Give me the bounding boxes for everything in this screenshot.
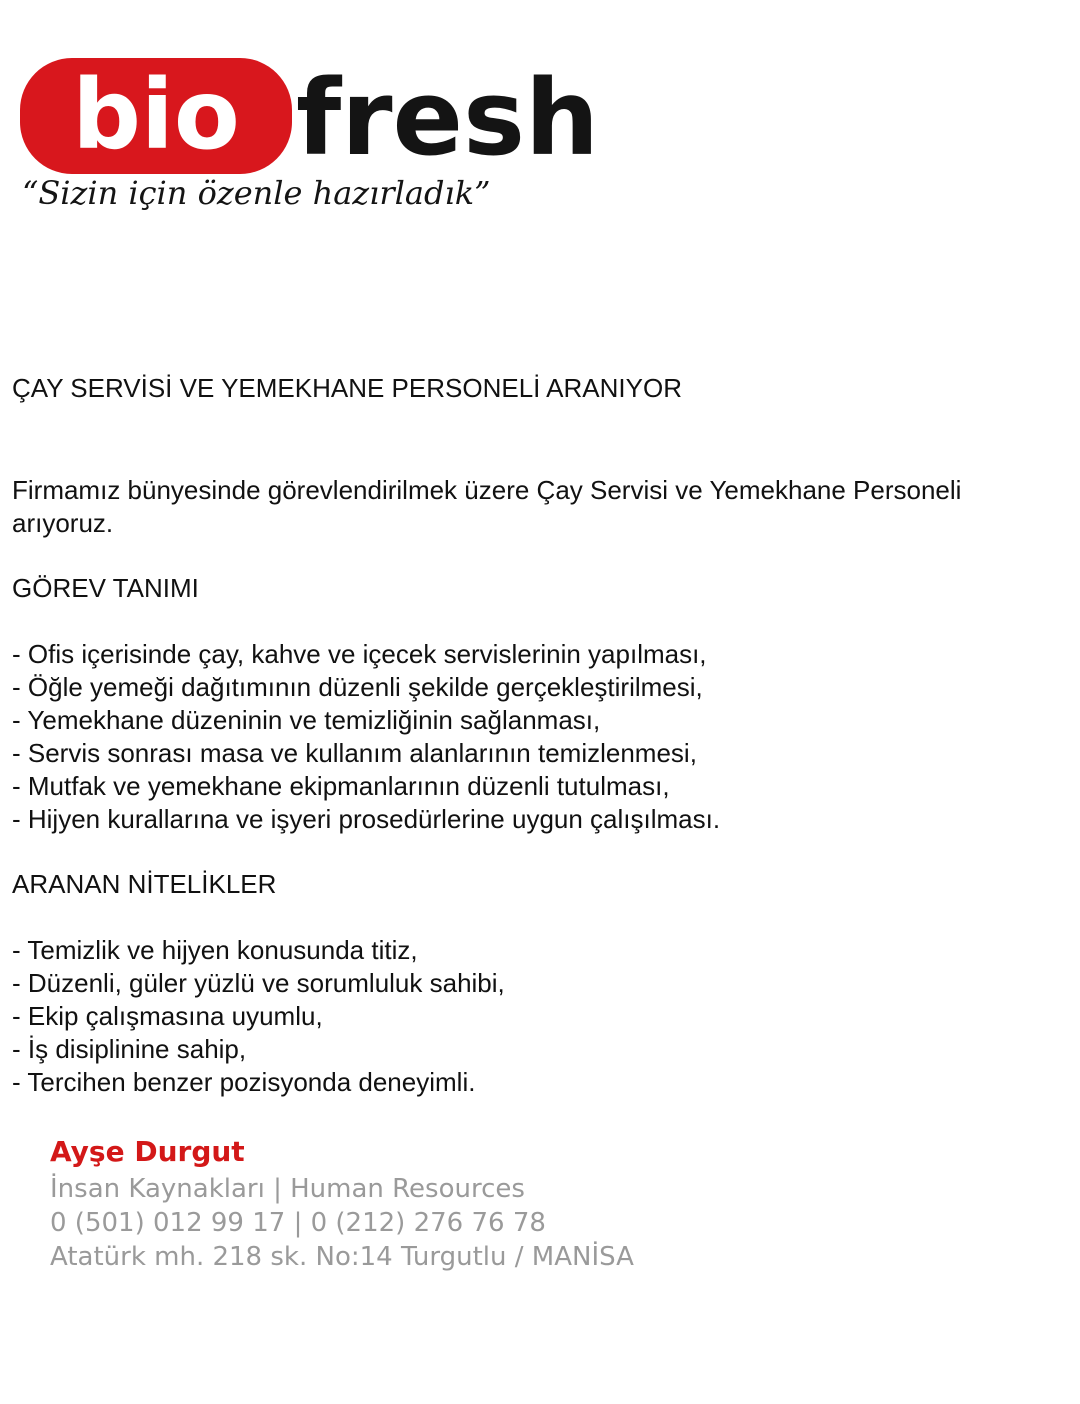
list-item: - Düzenli, güler yüzlü ve sorumluluk sahibi, bbox=[12, 968, 505, 998]
biofresh-logo-graphic bbox=[18, 50, 678, 230]
intro-paragraph: Firmamız bünyesinde görevlendirilmek üzere Çay Servisi ve Yemekhane Personeli arıyoruz. bbox=[12, 475, 962, 538]
list-item: - İş disiplinine sahip, bbox=[12, 1034, 247, 1064]
qualifications-heading: ARANAN NİTELİKLER bbox=[12, 869, 277, 899]
logo-bio-text: bio bbox=[72, 59, 240, 171]
job-posting bbox=[12, 372, 1068, 1099]
logo-slogan: “Sizin için özenle hazırladık” bbox=[22, 174, 491, 212]
list-item: - Öğle yemeği dağıtımının düzenli şekilde gerçekleştirilmesi, bbox=[12, 672, 703, 702]
list-item: - Tercihen benzer pozisyonda deneyimli. bbox=[12, 1067, 476, 1097]
posting-title: ÇAY SERVİSİ VE YEMEKHANE PERSONELİ ARANIYOR bbox=[12, 373, 682, 403]
duties-list bbox=[12, 638, 1068, 836]
biofresh-logo bbox=[18, 50, 678, 230]
list-item: - Temizlik ve hijyen konusunda titiz, bbox=[12, 935, 418, 965]
list-item: - Hijyen kurallarına ve işyeri prosedürlerine uygun çalışılması. bbox=[12, 804, 721, 834]
signature-name: Ayşe Durgut bbox=[50, 1135, 245, 1168]
signature-address: Atatürk mh. 218 sk. No:14 Turgutlu / MANİSA bbox=[50, 1242, 634, 1272]
list-item: - Servis sonrası masa ve kullanım alanlarının temizlenmesi, bbox=[12, 738, 697, 768]
email-signature bbox=[50, 1132, 634, 1274]
signature-department: İnsan Kaynakları | Human Resources bbox=[50, 1174, 525, 1204]
list-item: - Mutfak ve yemekhane ekipmanlarının düzenli tutulması, bbox=[12, 771, 670, 801]
list-item: - Ekip çalışmasına uyumlu, bbox=[12, 1001, 323, 1031]
qualifications-list bbox=[12, 934, 1068, 1099]
logo-fresh-text: fresh bbox=[296, 57, 600, 179]
duties-heading: GÖREV TANIMI bbox=[12, 573, 199, 603]
signature-phones[interactable]: 0 (501) 012 99 17 | 0 (212) 276 76 78 bbox=[50, 1208, 546, 1238]
list-item: - Ofis içerisinde çay, kahve ve içecek servislerinin yapılması, bbox=[12, 639, 707, 669]
list-item: - Yemekhane düzeninin ve temizliğinin sağlanması, bbox=[12, 705, 601, 735]
